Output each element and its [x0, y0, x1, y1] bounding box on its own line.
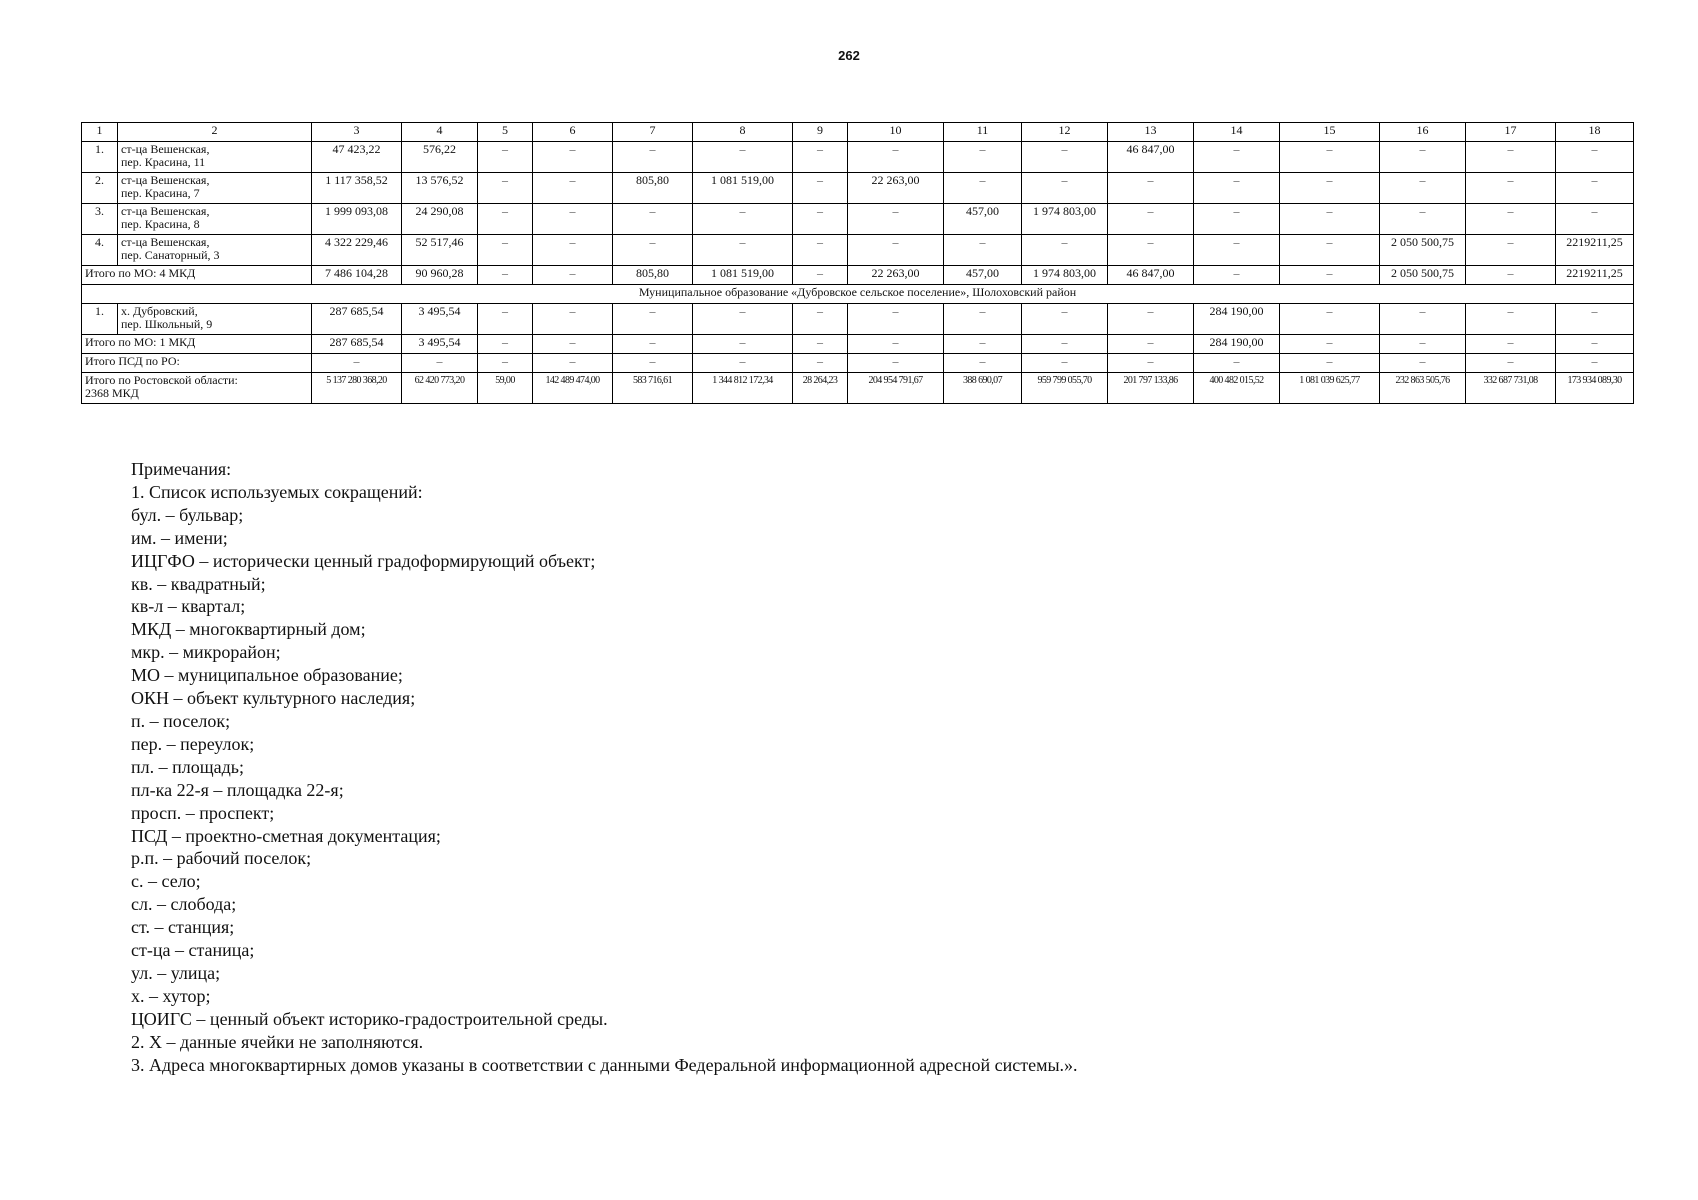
value-cell: 24 290,08	[402, 204, 478, 235]
value-cell: 1 999 093,08	[312, 204, 402, 235]
value-cell: –	[533, 235, 613, 266]
value-cell: 90 960,28	[402, 266, 478, 285]
total-label: Итого по Ростовской области: 2368 МКД	[82, 373, 312, 404]
note-line: бул. – бульвар;	[131, 504, 244, 525]
value-cell: –	[1108, 304, 1194, 335]
value-cell: 62 420 773,20	[402, 373, 478, 404]
value-cell: –	[793, 304, 848, 335]
note-line: ст. – станция;	[131, 917, 235, 938]
value-cell: 388 690,07	[944, 373, 1022, 404]
value-cell: –	[1022, 235, 1108, 266]
value-cell: –	[793, 173, 848, 204]
value-cell: –	[1556, 204, 1634, 235]
value-cell: –	[533, 142, 613, 173]
table-row	[82, 235, 1634, 266]
value-cell: 232 863 505,76	[1380, 373, 1466, 404]
value-cell: –	[1380, 204, 1466, 235]
page-number: 262	[838, 48, 860, 63]
value-cell: –	[693, 304, 793, 335]
note-line: сл. – слобода;	[131, 894, 237, 915]
value-cell: –	[848, 235, 944, 266]
table-row	[82, 142, 1634, 173]
value-cell: –	[1108, 204, 1194, 235]
value-cell: 287 685,54	[312, 304, 402, 335]
value-cell: –	[402, 354, 478, 373]
value-cell: –	[848, 204, 944, 235]
value-cell: –	[478, 142, 533, 173]
value-cell: –	[793, 335, 848, 354]
value-cell: –	[793, 204, 848, 235]
value-cell: 5 137 280 368,20	[312, 373, 402, 404]
value-cell: 204 954 791,67	[848, 373, 944, 404]
header-cell: 16	[1380, 123, 1466, 142]
note-line: пер. – переулок;	[131, 733, 255, 754]
address-cell: ст-ца Вешенская, пер. Красина, 11	[118, 142, 312, 173]
value-cell: 457,00	[944, 266, 1022, 285]
value-cell: –	[1280, 304, 1380, 335]
value-cell: –	[613, 354, 693, 373]
header-cell: 11	[944, 123, 1022, 142]
value-cell: 2219211,25	[1556, 266, 1634, 285]
value-cell: 13 576,52	[402, 173, 478, 204]
value-cell: –	[1280, 173, 1380, 204]
value-cell: –	[848, 304, 944, 335]
value-cell: 4 322 229,46	[312, 235, 402, 266]
note-line: просп. – проспект;	[131, 802, 275, 823]
value-cell: –	[1466, 204, 1556, 235]
value-cell: 59,00	[478, 373, 533, 404]
value-cell: –	[1280, 266, 1380, 285]
note-line: мкр. – микрорайон;	[131, 642, 281, 663]
header-cell: 10	[848, 123, 944, 142]
note-line: МКД – многоквартирный дом;	[131, 619, 366, 640]
value-cell: –	[1380, 304, 1466, 335]
header-cell: 4	[402, 123, 478, 142]
value-cell: 3 495,54	[402, 304, 478, 335]
value-cell: 805,80	[613, 173, 693, 204]
value-cell: –	[1556, 354, 1634, 373]
value-cell: 47 423,22	[312, 142, 402, 173]
value-cell: –	[533, 304, 613, 335]
value-cell: 46 847,00	[1108, 266, 1194, 285]
value-cell: –	[944, 173, 1022, 204]
value-cell: 22 263,00	[848, 173, 944, 204]
table-row	[82, 173, 1634, 204]
value-cell: 805,80	[613, 266, 693, 285]
value-cell: –	[1194, 204, 1280, 235]
value-cell: 332 687 731,08	[1466, 373, 1556, 404]
value-cell: –	[848, 354, 944, 373]
note-line: пл-ка 22-я – площадка 22-я;	[131, 779, 344, 800]
header-cell: 12	[1022, 123, 1108, 142]
value-cell: –	[613, 304, 693, 335]
value-cell: 284 190,00	[1194, 304, 1280, 335]
value-cell: –	[533, 266, 613, 285]
value-cell: –	[1022, 304, 1108, 335]
note-line: 2. X – данные ячейки не заполняются.	[131, 1031, 424, 1052]
header-cell: 17	[1466, 123, 1556, 142]
value-cell: –	[1466, 266, 1556, 285]
value-cell: –	[848, 142, 944, 173]
header-cell: 13	[1108, 123, 1194, 142]
value-cell: –	[1280, 235, 1380, 266]
value-cell: 1 974 803,00	[1022, 204, 1108, 235]
value-cell: –	[1466, 335, 1556, 354]
value-cell: –	[478, 354, 533, 373]
value-cell: –	[613, 335, 693, 354]
value-cell: 287 685,54	[312, 335, 402, 354]
note-line: ПСД – проектно-сметная документация;	[131, 825, 441, 846]
value-cell: –	[1194, 354, 1280, 373]
note-line: ст-ца – станица;	[131, 940, 255, 961]
value-cell: –	[1380, 335, 1466, 354]
grand-total-row	[82, 373, 1634, 404]
value-cell: –	[1280, 354, 1380, 373]
value-cell: 52 517,46	[402, 235, 478, 266]
value-cell: –	[533, 335, 613, 354]
note-line: кв. – квадратный;	[131, 573, 266, 594]
value-cell: 959 799 055,70	[1022, 373, 1108, 404]
header-cell: 9	[793, 123, 848, 142]
value-cell: –	[1280, 142, 1380, 173]
value-cell: –	[478, 266, 533, 285]
value-cell: –	[1022, 173, 1108, 204]
value-cell: –	[1194, 173, 1280, 204]
value-cell: 284 190,00	[1194, 335, 1280, 354]
address-cell: ст-ца Вешенская, пер. Красина, 7	[118, 173, 312, 204]
value-cell: –	[533, 204, 613, 235]
value-cell: –	[944, 235, 1022, 266]
row-number: 1.	[82, 304, 118, 335]
note-line: Примечания:	[131, 459, 232, 479]
header-cell: 14	[1194, 123, 1280, 142]
address-cell: х. Дубровский, пер. Школьный, 9	[118, 304, 312, 335]
header-cell: 18	[1556, 123, 1634, 142]
note-line: п. – поселок;	[131, 710, 231, 731]
value-cell: –	[1022, 335, 1108, 354]
value-cell: –	[613, 235, 693, 266]
value-cell: –	[613, 142, 693, 173]
value-cell: 1 081 519,00	[693, 173, 793, 204]
value-cell: –	[944, 142, 1022, 173]
header-cell: 5	[478, 123, 533, 142]
value-cell: –	[1194, 142, 1280, 173]
note-line: 3. Адреса многоквартирных домов указаны в соответствии с данными Федеральной информационной адресной системы.».	[131, 1054, 1078, 1075]
value-cell: –	[693, 354, 793, 373]
value-cell: –	[793, 354, 848, 373]
table-header-row	[82, 123, 1634, 142]
value-cell: –	[533, 173, 613, 204]
value-cell: –	[1108, 354, 1194, 373]
note-line: х. – хутор;	[131, 985, 211, 1006]
value-cell: –	[1280, 204, 1380, 235]
value-cell: –	[1022, 354, 1108, 373]
header-cell: 2	[118, 123, 312, 142]
note-line: ЦОИГС – ценный объект историко-градостроительной среды.	[131, 1008, 608, 1029]
row-number: 4.	[82, 235, 118, 266]
value-cell: 3 495,54	[402, 335, 478, 354]
value-cell: –	[1556, 173, 1634, 204]
value-cell: 400 482 015,52	[1194, 373, 1280, 404]
note-line: с. – село;	[131, 871, 201, 892]
notes-section	[131, 458, 1581, 1076]
total-label: Итого по МО: 4 МКД	[82, 266, 312, 285]
value-cell: –	[793, 266, 848, 285]
section-row	[82, 285, 1634, 304]
value-cell: –	[693, 142, 793, 173]
value-cell: 1 081 519,00	[693, 266, 793, 285]
note-line: р.п. – рабочий поселок;	[131, 848, 312, 869]
value-cell: 1 344 812 172,34	[693, 373, 793, 404]
row-number: 1.	[82, 142, 118, 173]
value-cell: –	[693, 204, 793, 235]
value-cell: –	[944, 335, 1022, 354]
value-cell: 1 974 803,00	[1022, 266, 1108, 285]
total-label: Итого ПСД по РО:	[82, 354, 312, 373]
value-cell: –	[478, 204, 533, 235]
value-cell: –	[1380, 354, 1466, 373]
address-cell: ст-ца Вешенская, пер. Санаторный, 3	[118, 235, 312, 266]
value-cell: 1 081 039 625,77	[1280, 373, 1380, 404]
note-line: пл. – площадь;	[131, 756, 244, 777]
value-cell: –	[1466, 142, 1556, 173]
value-cell: –	[478, 173, 533, 204]
header-cell: 7	[613, 123, 693, 142]
value-cell: –	[613, 204, 693, 235]
value-cell: –	[1380, 142, 1466, 173]
value-cell: 142 489 474,00	[533, 373, 613, 404]
value-cell: –	[478, 304, 533, 335]
header-cell: 6	[533, 123, 613, 142]
value-cell: 46 847,00	[1108, 142, 1194, 173]
note-line: МО – муниципальное образование;	[131, 665, 403, 686]
value-cell: 201 797 133,86	[1108, 373, 1194, 404]
row-number: 3.	[82, 204, 118, 235]
value-cell: –	[533, 354, 613, 373]
header-cell: 8	[693, 123, 793, 142]
value-cell: –	[693, 235, 793, 266]
value-cell: –	[793, 235, 848, 266]
header-cell: 3	[312, 123, 402, 142]
value-cell: –	[1108, 235, 1194, 266]
total-row	[82, 354, 1634, 373]
value-cell: –	[1466, 354, 1556, 373]
value-cell: –	[1466, 173, 1556, 204]
value-cell: –	[944, 354, 1022, 373]
value-cell: –	[1108, 335, 1194, 354]
value-cell: –	[848, 335, 944, 354]
value-cell: –	[1556, 335, 1634, 354]
total-row	[82, 266, 1634, 285]
total-row	[82, 335, 1634, 354]
value-cell: –	[478, 235, 533, 266]
header-cell: 1	[82, 123, 118, 142]
value-cell: –	[1556, 304, 1634, 335]
value-cell: –	[1022, 142, 1108, 173]
note-line: ИЦГФО – исторически ценный градоформирующий объект;	[131, 550, 596, 571]
section-title: Муниципальное образование «Дубровское сельское поселение», Шолоховский район	[82, 285, 1634, 304]
value-cell: 173 934 089,30	[1556, 373, 1634, 404]
value-cell: –	[1108, 173, 1194, 204]
value-cell: –	[1466, 304, 1556, 335]
data-table	[81, 122, 1634, 404]
address-cell: ст-ца Вешенская, пер. Красина, 8	[118, 204, 312, 235]
value-cell: 7 486 104,28	[312, 266, 402, 285]
value-cell: –	[312, 354, 402, 373]
value-cell: 457,00	[944, 204, 1022, 235]
note-line: ул. – улица;	[131, 962, 221, 983]
value-cell: 2219211,25	[1556, 235, 1634, 266]
note-line: им. – имени;	[131, 527, 228, 548]
table-row	[82, 304, 1634, 335]
note-line: кв-л – квартал;	[131, 596, 246, 617]
value-cell: 1 117 358,52	[312, 173, 402, 204]
header-cell: 15	[1280, 123, 1380, 142]
value-cell: 576,22	[402, 142, 478, 173]
value-cell: –	[1466, 235, 1556, 266]
total-label: Итого по МО: 1 МКД	[82, 335, 312, 354]
value-cell: –	[478, 335, 533, 354]
value-cell: –	[1194, 235, 1280, 266]
value-cell: –	[693, 335, 793, 354]
value-cell: –	[1556, 142, 1634, 173]
value-cell: –	[1380, 173, 1466, 204]
value-cell: 28 264,23	[793, 373, 848, 404]
value-cell: 2 050 500,75	[1380, 235, 1466, 266]
value-cell: –	[793, 142, 848, 173]
note-line: 1. Список используемых сокращений:	[131, 481, 423, 502]
row-number: 2.	[82, 173, 118, 204]
value-cell: –	[944, 304, 1022, 335]
value-cell: 2 050 500,75	[1380, 266, 1466, 285]
value-cell: –	[1194, 266, 1280, 285]
value-cell: 22 263,00	[848, 266, 944, 285]
note-line: ОКН – объект культурного наследия;	[131, 688, 416, 709]
value-cell: –	[1280, 335, 1380, 354]
value-cell: 583 716,61	[613, 373, 693, 404]
table-row	[82, 204, 1634, 235]
